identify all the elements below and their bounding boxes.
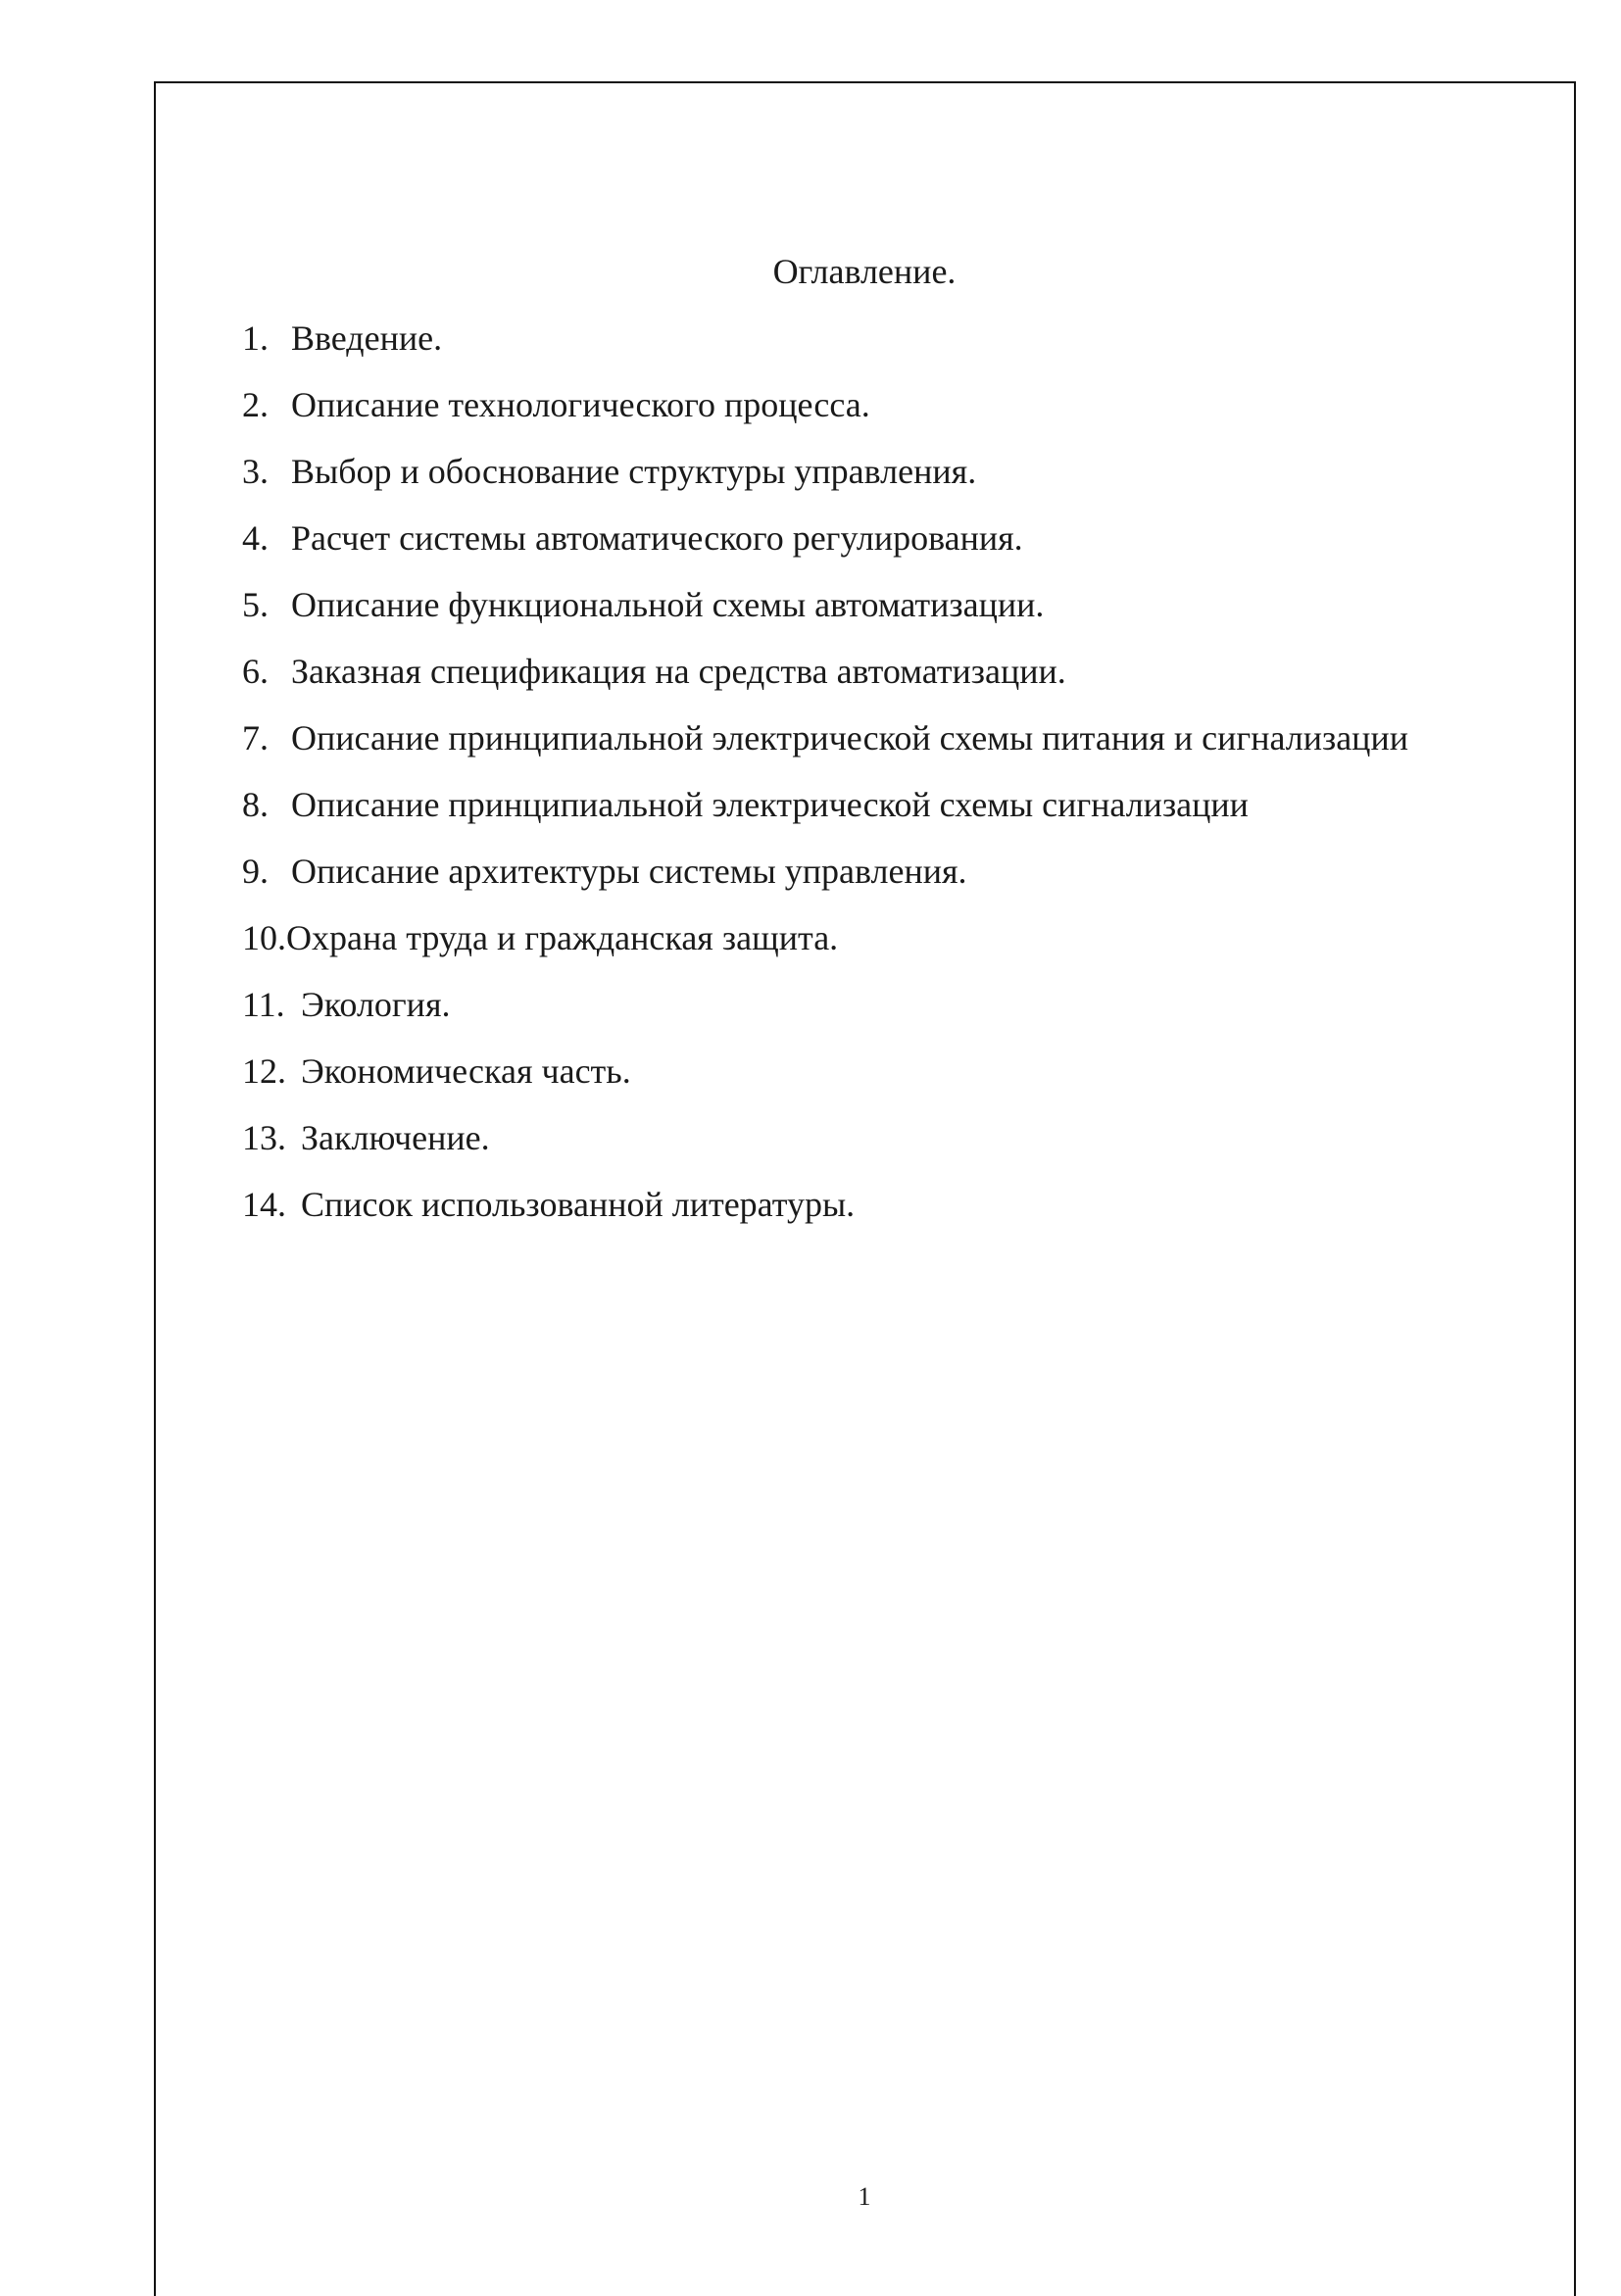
toc-item <box>242 580 1408 647</box>
toc-item-text: Описание функциональной схемы автоматизации. <box>291 585 1045 624</box>
toc-item <box>242 380 1408 447</box>
toc-item-text: Описание принципиальной электрической схемы сигнализации <box>291 785 1249 824</box>
toc-item-text: Охрана труда и гражданская защита. <box>286 918 839 957</box>
toc-item-number: 11. <box>242 985 285 1024</box>
toc-item <box>242 847 1408 913</box>
toc-item-text: Заключение. <box>301 1118 490 1157</box>
toc-item-text: Список использованной литературы. <box>301 1185 856 1224</box>
toc-item <box>242 647 1408 713</box>
toc-item-number: 9. <box>242 852 269 891</box>
toc-item-number: 14. <box>242 1185 286 1224</box>
toc-title: Оглавление. <box>772 252 957 291</box>
toc-item <box>242 447 1408 513</box>
toc-item <box>242 1180 1408 1246</box>
toc-item <box>242 913 1408 980</box>
page-number: 1 <box>858 2182 871 2211</box>
toc-item-number: 6. <box>242 652 269 691</box>
toc-item-text: Заказная спецификация на средства автоматизации. <box>291 652 1066 691</box>
toc-item-number: 7. <box>242 718 269 757</box>
toc-item-number: 5. <box>242 585 269 624</box>
toc-item-number: 1. <box>242 318 269 358</box>
toc-item-number: 2. <box>242 385 269 424</box>
toc-item-text: Выбор и обоснование структуры управления. <box>291 452 977 491</box>
toc-item <box>242 713 1408 780</box>
toc-list <box>242 314 1408 1246</box>
toc-item <box>242 780 1408 847</box>
toc-item-text: Описание архитектуры системы управления. <box>291 852 967 891</box>
toc-item-text: Описание принципиальной электрической схемы питания и сигнализации <box>291 718 1408 757</box>
toc-item-number: 8. <box>242 785 269 824</box>
toc-item-text: Введение. <box>291 318 443 358</box>
toc-item-number: 4. <box>242 518 269 558</box>
toc-item <box>242 513 1408 580</box>
toc-item-number: 10. <box>242 918 286 957</box>
toc-item-number: 12. <box>242 1051 286 1091</box>
toc-item-text: Расчет системы автоматического регулирования. <box>291 518 1023 558</box>
toc-item <box>242 980 1408 1047</box>
toc-item-text: Описание технологического процесса. <box>291 385 870 424</box>
toc-item <box>242 1113 1408 1180</box>
toc-item-number: 3. <box>242 452 269 491</box>
toc-item <box>242 314 1408 380</box>
toc-item-text: Экология. <box>301 985 451 1024</box>
toc-item-number: 13. <box>242 1118 286 1157</box>
toc-item <box>242 1047 1408 1113</box>
toc-item-text: Экономическая часть. <box>301 1051 631 1091</box>
